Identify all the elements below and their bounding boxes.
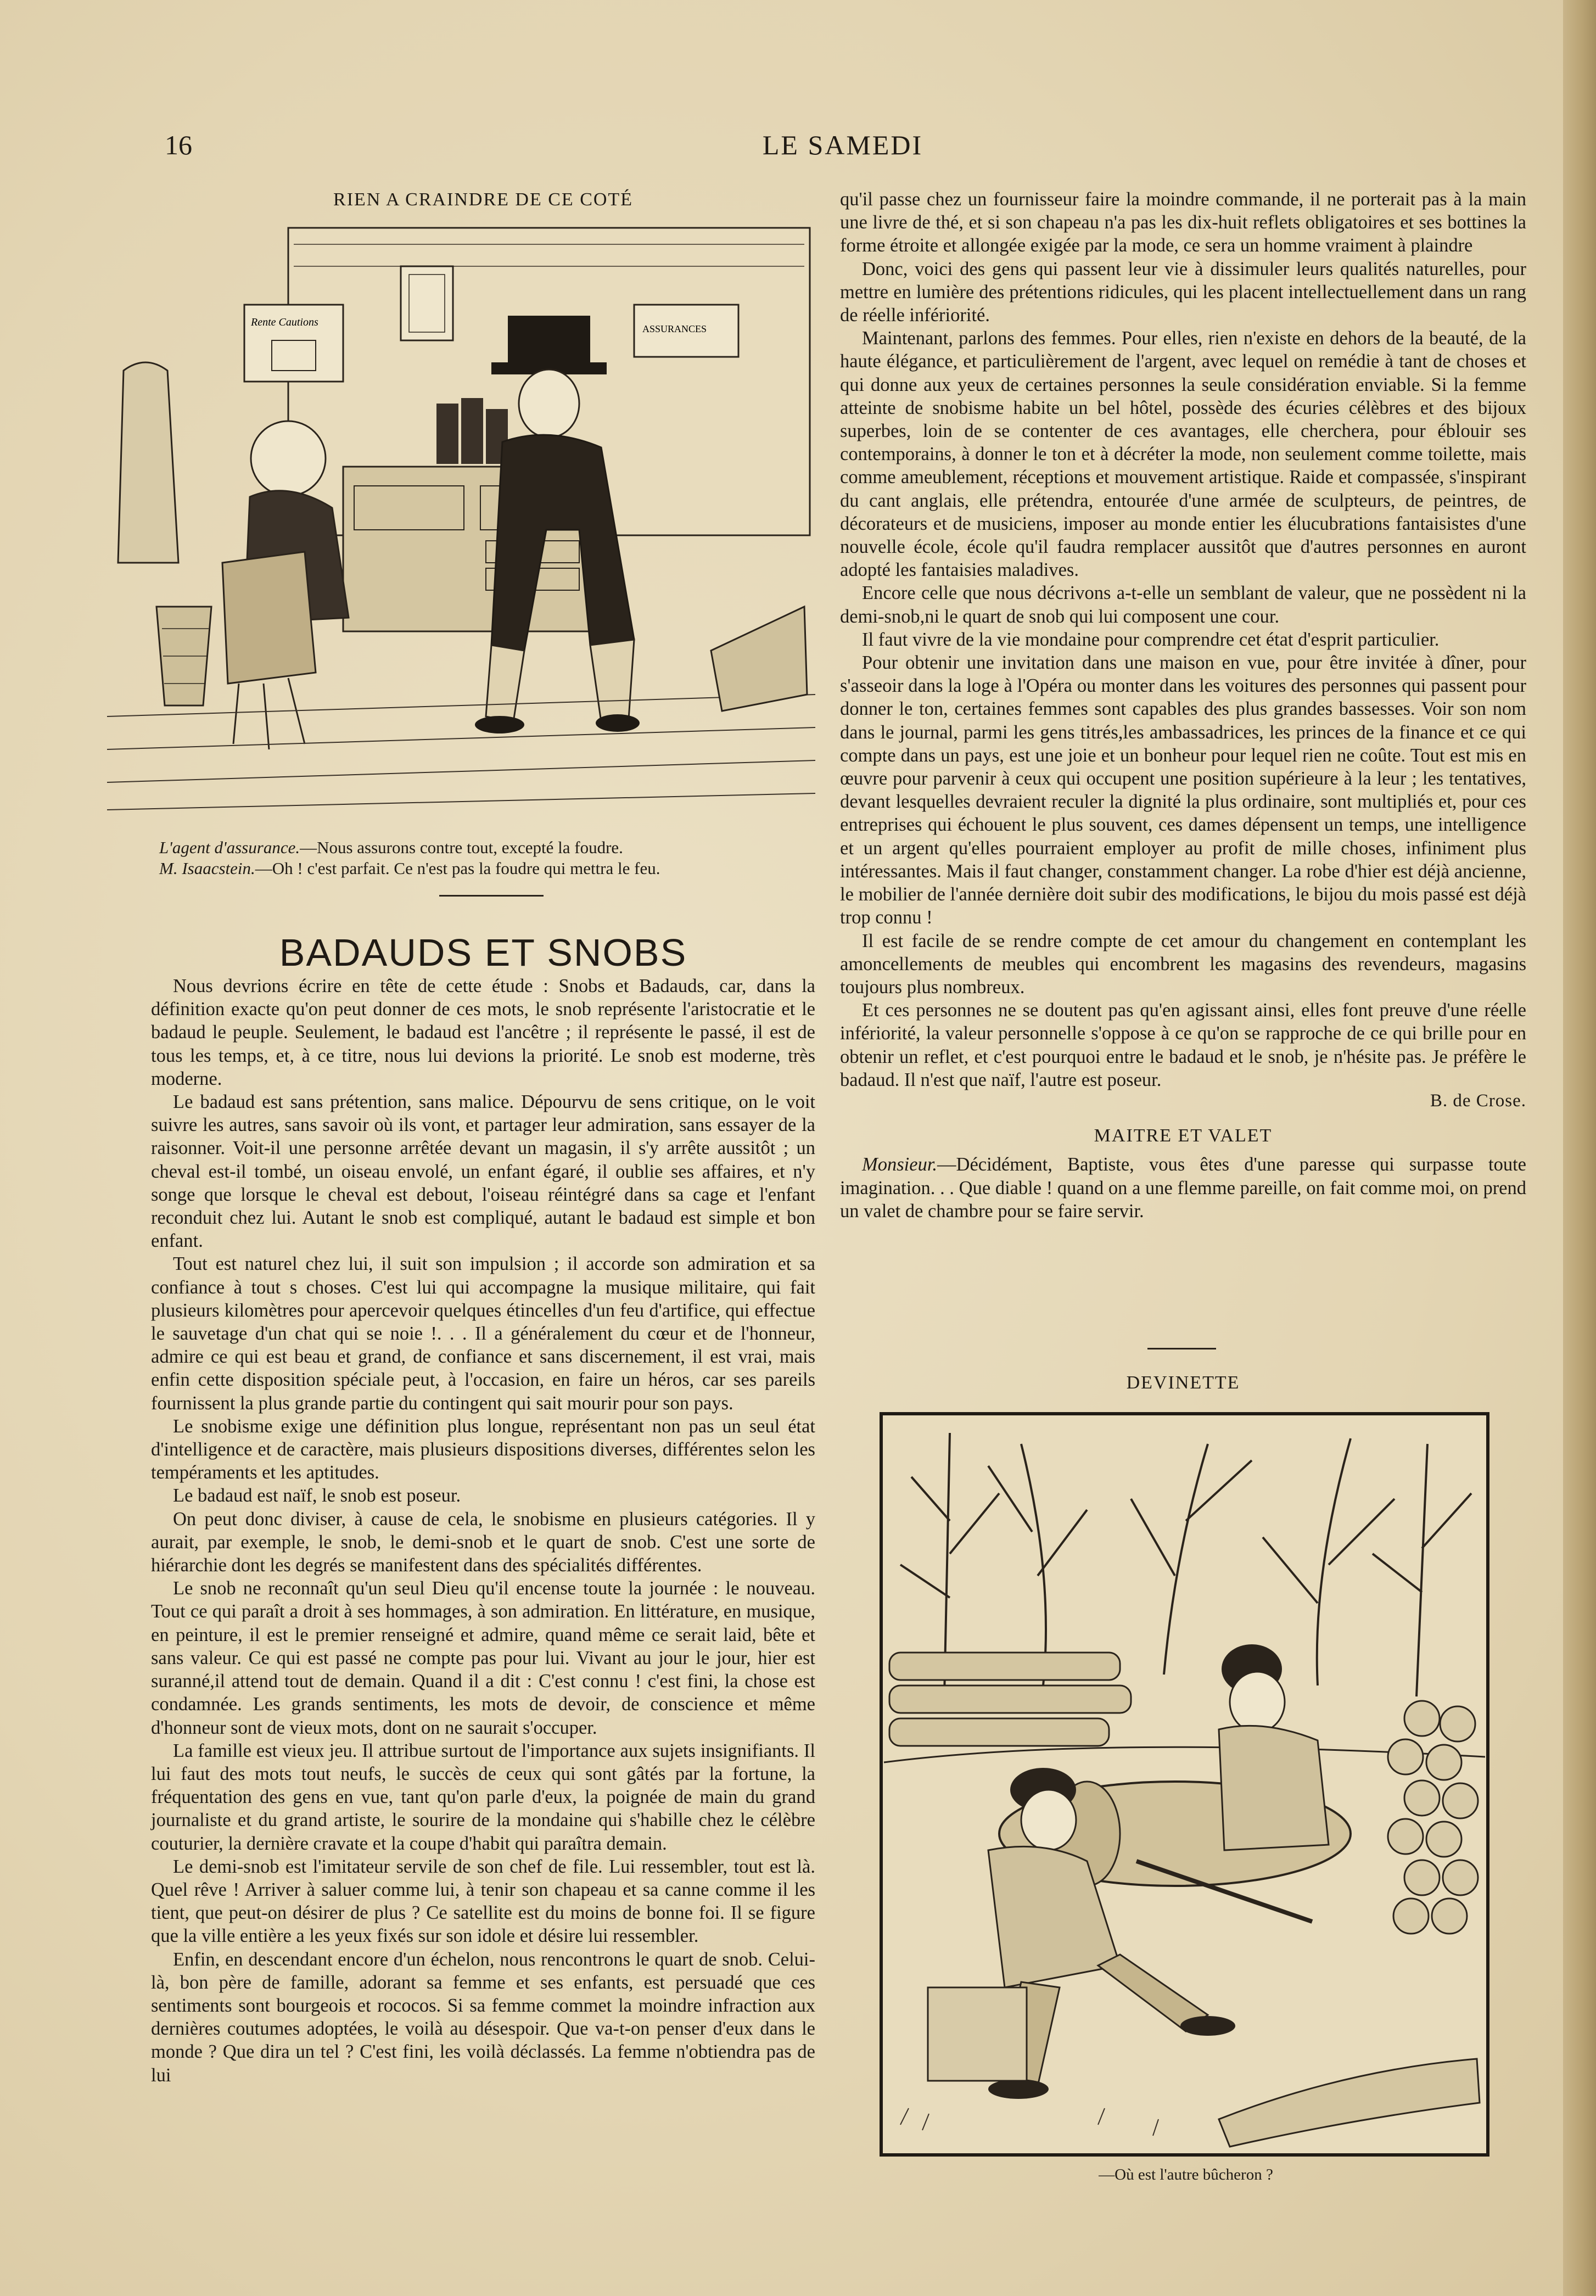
- article-paragraph: Le badaud est naïf, le snob est poseur.: [173, 1485, 461, 1507]
- article-paragraph: Il est facile de se rendre compte de cet amour du changement en contemplant les amoncellements de meubles qui encombrent les magasins des revendeurs, magasins toujours plus nombreux.: [840, 930, 1526, 998]
- dialogue-speaker: Monsieur.: [862, 1154, 938, 1175]
- journal-title: LE SAMEDI: [762, 130, 923, 160]
- article-paragraph: Le demi-snob est l'imitateur servile de son chef de file. Lui ressembler, tout est là. Quel rêve ! Arriver à saluer comme lui, à tenir son chapeau et sa canne comme il les tient, que peut-on désirer de plus ? Ce satellite est du moins de bonne foi. Il se figure que la ville entière a les yeux fixés sur son idole et désire lui ressembler.: [151, 1856, 815, 1947]
- article-paragraph: Donc, voici des gens qui passent leur vie à dissimuler leurs qualités naturelles, pour mettre en lumière des prétentions ridicules, qui les placent intellectuellement dans un rang de réelle infériorité.: [840, 258, 1526, 326]
- article-left-column: [151, 975, 815, 2087]
- caption-text: —Nous assurons contre tout, excepté la foudre.: [300, 838, 623, 857]
- article-paragraph: Le snobisme exige une définition plus longue, représentant non pas un seul état d'intelligence et de caractère, mais plusieurs dispositions diverses, différentes selon les tempéraments et les aptitudes.: [151, 1415, 815, 1483]
- article-paragraph: Le badaud est sans prétention, sans malice. Dépourvu de sens critique, on le voit suivre les autres, sans savoir où ils vont, et partager leur admiration, sans essayer de la raisonner. Voit-il une personne arrêtée devant un magasin, il s'y arrête aussitôt ; un cheval est-il tombé, un oiseau envolé, un enfant égaré, il oublie ses affaires, et n'y songe que lorsque le cheval est debout, l'oiseau réintégré dans sa cage et l'enfant reconduit chez lui. Autant le snob est compliqué, autant le badaud est simple et bon enfant.: [151, 1091, 815, 1252]
- divider-rule: [1147, 1348, 1216, 1349]
- caption-speaker: M. Isaacstein.: [159, 859, 255, 878]
- author-signature: B. de Crose.: [1430, 1090, 1526, 1111]
- article-right-column: [840, 188, 1526, 1223]
- maitre-valet-dialogue: [840, 1153, 1526, 1223]
- sign-rente: Rente Cautions: [251, 316, 318, 328]
- article-paragraph: Encore celle que nous décrivons a-t-elle un semblant de valeur, que ne possèdent ni la demi-snob,ni le quart de snob qui lui composent une cour.: [840, 583, 1526, 627]
- article-paragraph: Enfin, en descendant encore d'un échelon, nous rencontrons le quart de snob. Celui-là, bon père de famille, adorant sa femme et ses enfants, est persuadé que ces sentiments sont bourgeois et rococos. Si sa femme commet la moindre infraction aux dernières coutumes adoptées, le voilà au désespoir. Que va-t-on penser d'eux dans le monde ? Que dira un tel ? C'est fini, les voilà déclassés. La femme n'obtiendra pas de lui: [151, 1948, 815, 2086]
- article-paragraph: On peut donc diviser, à cause de cela, le snobisme en plusieurs catégories. Il y aurait, par exemple, le snob, le demi-snob et le quart de snob. C'est une sorte de hiérarchie dont les degrés se manifestent dans des spécialités différentes.: [151, 1508, 815, 1576]
- article-paragraph: qu'il passe chez un fournisseur faire la moindre commande, il ne porterait pas à la main une livre de thé, et si son chapeau n'a pas les dix-huit reflets obligatoires et ses bottines la forme étroite et allongée exigée par la mode, ce sera un homme vraiment à plaindre: [840, 189, 1526, 256]
- article-paragraph: Le snob ne reconnaît qu'un seul Dieu qu'il encense toute la journée : le nouveau. Tout ce qui paraît a droit à ses hommages, à son admiration. En littérature, en musique, en peinture, il est le premier renseigné et admire, quand même ce serait laid, bête et sans valeur. Ce qui est passé ne compte pas pour lui. Vivant au jour le jour, hier est suranné,il attend tout de demain. Quand il a dit : C'est connu ! c'est fini, la chose est condamnée. Les grands sentiments, les mots de devoir, de conscience et même d'honneur sont de vieux mots, dont on ne saurait s'occuper.: [151, 1578, 815, 1738]
- cartoon-title: RIEN A CRAINDRE DE CE COTÉ: [333, 189, 633, 210]
- cartoon-caption: [159, 837, 818, 879]
- page-edge-shadow: [1563, 0, 1596, 2296]
- article-paragraph: Pour obtenir une invitation dans une maison en vue, pour être invitée à dîner, pour s'asseoir dans la loge à l'Opéra ou monter dans les voitures des personnes qui passent pour donner le ton, certaines femmes sont capables des plus grandes bassesses. Voir son nom dans le journal, parmi les gens titrés,les ambassadrices, les princes de la finance et ce qui compte dans un pays, est une joie et un bonheur pour lequel rien ne coûte. Tout est mis en œuvre pour parvenir à ceux qui occupent une position supérieure à la leur ; les tentatives, devant lesquelles devraient reculer la dignité la plus ordinaire, sont multipliés et, pour ces entreprises qui échouent le plus souvent, ces dames dépensent un temps, une intelligence et un argent qu'elles pourraient employer au profit de mille choses, infiniment plus intéressantes. Mais il faut changer, constamment changer. La robe d'hier est déjà ancienne, le mobilier de l'année dernière doit subir des modifications, le bijou du mois passé est déjà trop connu !: [840, 652, 1526, 928]
- page-number: 16: [165, 130, 192, 160]
- maitre-valet-title: MAITRE ET VALET: [1094, 1125, 1273, 1146]
- caption-line: [159, 837, 818, 858]
- dialogue-text: —Décidément, Baptiste, vous êtes d'une paresse qui surpasse toute imagination. . . Que diable ! quand on a une flemme pareille, on fait comme moi, on prend un valet de chambre pour se faire servir.: [840, 1154, 1526, 1222]
- caption-text: —Oh ! c'est parfait. Ce n'est pas la foudre qui mettra le feu.: [255, 859, 660, 878]
- insurance-cartoon-illustration: [107, 222, 815, 815]
- article-paragraph: Il faut vivre de la vie mondaine pour comprendre cet état d'esprit particulier.: [862, 629, 1440, 650]
- divider-rule: [439, 895, 544, 897]
- article-headline: BADAUDS ET SNOBS: [279, 931, 687, 974]
- caption-speaker: L'agent d'assurance.: [159, 838, 300, 857]
- woodcutter-puzzle-illustration: [878, 1411, 1491, 2158]
- devinette-title: DEVINETTE: [1126, 1373, 1240, 1393]
- article-paragraph: Tout est naturel chez lui, il suit son impulsion ; il accorde son admiration et sa confiance à tout s choses. C'est lui qui accompagne la musique militaire, qui fait plusieurs kilomètres pour apercevoir quelques étincelles d'un feu d'artifice, qui effectue le sauvetage d'un chat qui se noie !. . . Il a généralement du cœur et de l'honneur, admire ce qui est beau et grand, de confiance et sans discernement, il est vrai, mais enfin cette disposition spéciale peut, à l'occasion, en faire un héros, car ses pareils fournissent la plus grande partie du contingent qui sait mourir pour son pays.: [151, 1253, 815, 1414]
- devinette-caption: —Où est l'autre bûcheron ?: [1099, 2166, 1273, 2183]
- article-paragraph: Et ces personnes ne se doutent pas qu'en agissant ainsi, elles font preuve d'une réelle infériorité, la valeur personnelle s'oppose à ce qu'on se rapproche de ce qui brille pour en obtenir un reflet, et c'est pourquoi entre le badaud et le snob, je n'hésite pas. Je préfère le badaud. Il n'est que naïf, l'autre est poseur.: [840, 1000, 1526, 1090]
- article-paragraph: La famille est vieux jeu. Il attribue surtout de l'importance aux sujets insignifiants. Il lui faut des mots tout neufs, le succès de ceux qui sont gâtés par la fortune, la fréquentation des gens en vue, tant qu'on parle d'eux, la poignée de main du grand journaliste et du grand artiste, le sourire de la mondaine qui s'habille chez le célèbre couturier, la dernière cravate et la coupe d'habit qui paraîtra demain.: [151, 1740, 815, 1854]
- caption-line: [159, 858, 818, 879]
- article-paragraph: Nous devrions écrire en tête de cette étude : Snobs et Badauds, car, dans la définition exacte qu'on peut donner de ces mots, le snob représente l'aristocratie et le badaud le peuple. Seulement, le badaud est l'ancêtre ; il représente le passé, il est de tous les temps, et, à ce titre, nous lui devions la priorité. Le snob est moderne, très moderne.: [151, 976, 815, 1089]
- running-head: [165, 129, 1521, 167]
- article-paragraph: Maintenant, parlons des femmes. Pour elles, rien n'existe en dehors de la beauté, de la haute élégance, et particulièrement de l'argent, avec lequel on remédie à tant de choses et qui donne aux yeux de certaines personnes la seule considération enviable. Si la femme atteinte de snobisme habite un bel hôtel, possède des écuries célèbres et des bijoux superbes, loin de se contenter de ces avantages, elle cherchera, pour éblouir ses contemporains, à donner le ton et à décréter la mode, non seulement comme toilette, mais comme ameublement, réceptions et mouvement artistique. Raide et compassée, s'inspirant du cant anglais, elle prétendra, entourée d'une armée de sculpteurs, de peintres, de décorateurs et de musiciens, imposer au monde entier les élucubrations fantaisistes d'une nouvelle école, école qu'il faudra remplacer aussitôt que d'autres personnes en auront adopté les fantaisies maladives.: [840, 328, 1526, 581]
- sign-assurances: ASSURANCES: [642, 323, 707, 334]
